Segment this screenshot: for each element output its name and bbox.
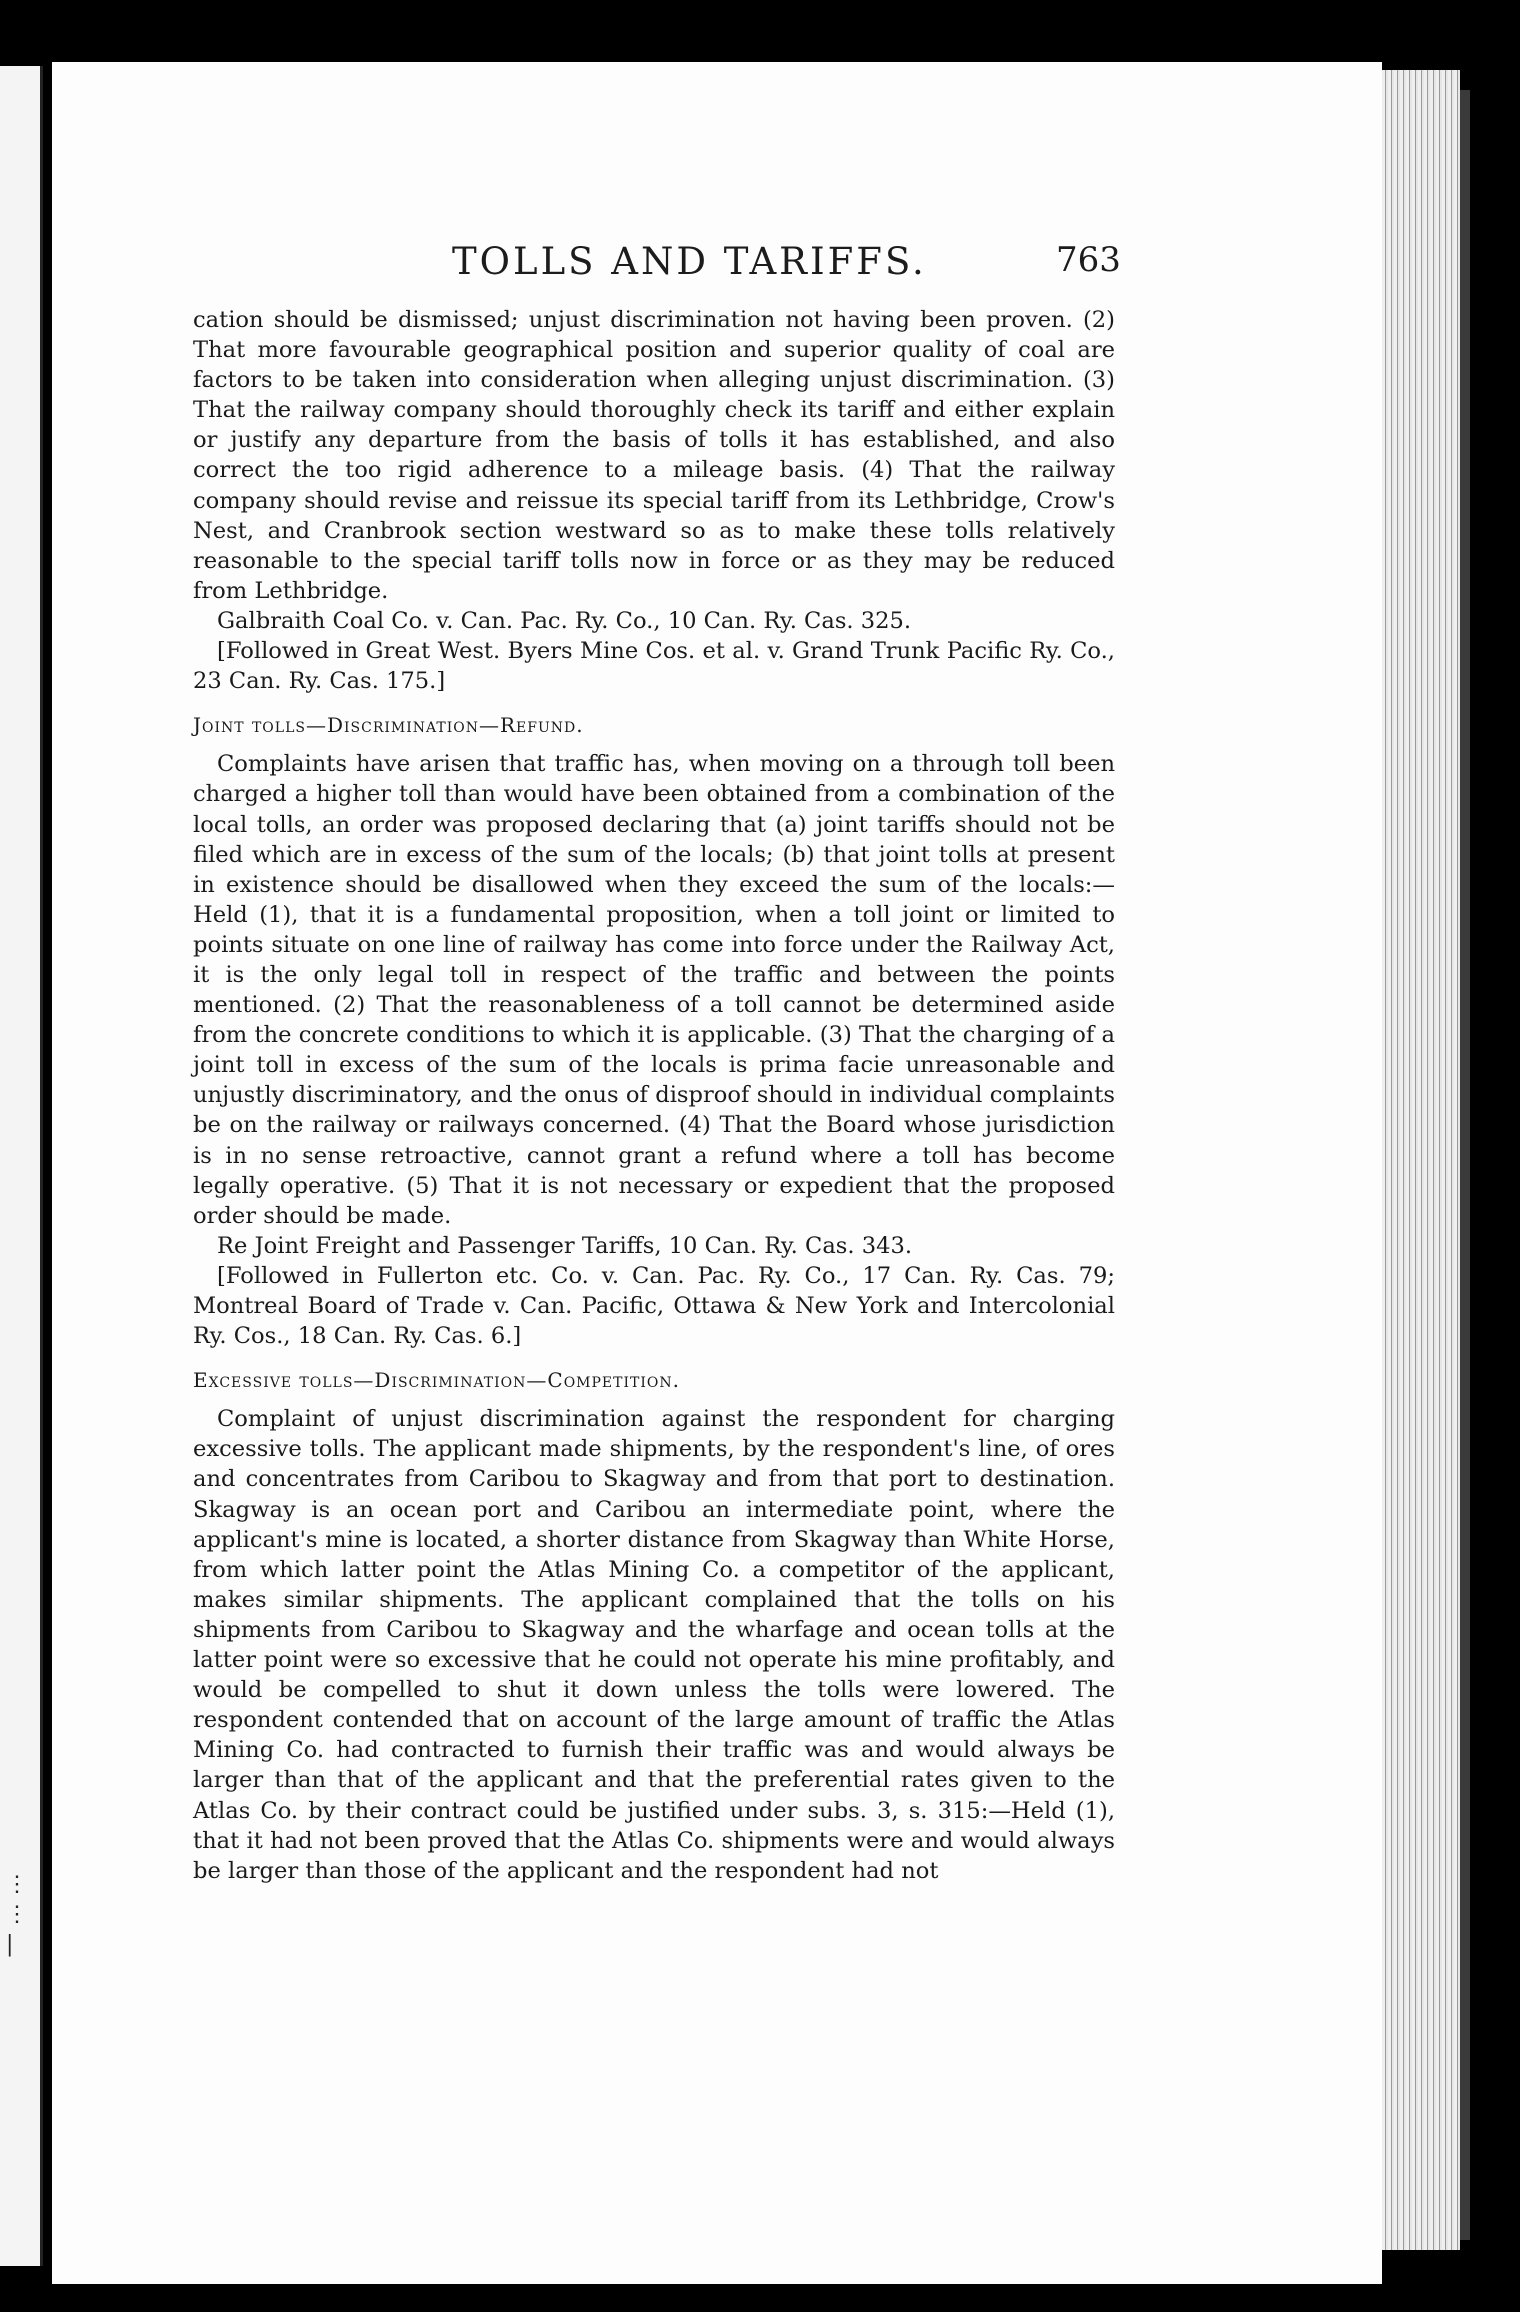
paragraph-3: Complaint of unjust discrimination against the respondent for charging excessive tolls. The applicant made shipments, by the respondent's line, of ores and concentrates from Caribou to Skagway and from that port to destination. Skagway is an ocean port and Caribou an intermediate point, where the applicant's mine is located, a shorter distance from Skagway than White Horse, from which latter point the Atlas Mining Co. a competitor of the applicant, makes similar shipments. The applicant complained that the tolls on his shipments from Caribou to Skagway and the wharfage and ocean tolls at the latter point were so excessive that he could not operate his mine profitably, and would be compelled to shut it down unless the tolls were lowered. The respondent contended that on account of the large amount of traffic the Atlas Mining Co. had contracted to furnish their traffic was and would always be larger than that of the applicant and that the preferential rates given to the Atlas Co. by their contract could be justified under subs. 3, s. 315:—Held (1), that it had not been proved that the Atlas Co. shipments were and would always be larger than those of the applicant and the respondent had not xyxy=(193,1406,1115,1884)
citation-2: Re Joint Freight and Passenger Tariffs, 10 Can. Ry. Cas. 343. xyxy=(217,1232,913,1259)
followed-note-1: [Followed in Great West. Byers Mine Cos. et al. v. Grand Trunk Pacific Ry. Co., 23 Can. Ry. Cas. 175.] xyxy=(193,638,1115,695)
page-edges-shadow xyxy=(1460,90,1470,2240)
citation-1: Galbraith Coal Co. v. Can. Pac. Ry. Co., 10 Can. Ry. Cas. 325. xyxy=(217,607,912,634)
paragraph-2: Complaints have arisen that traffic has, when moving on a through toll been charged a higher toll than would have been obtained from a combination of the local tolls, an order was proposed declaring that (a) joint tariffs should not be filed which are in excess of the sum of the locals; (b) that joint tolls at present in existence should be disallowed when they exceed the sum of the locals:—Held (1), that it is a fundamental proposition, when a toll joint or limited to points situate on one line of railway has come into force under the Railway Act, it is the only legal toll in respect of the traffic and between the points mentioned. (2) That the reasonableness of a toll cannot be determined aside from the concrete conditions to which it is applicable. (3) That the charging of a joint toll in excess of the sum of the locals is prima facie unreasonable and unjustly discriminatory, and the onus of disproof should in individual complaints be on the railway or railways concerned. (4) That the Board whose jurisdiction is in no sense retroactive, cannot grant a refund where a toll has become legally operative. (5) That it is not necessary or expedient that the proposed order should be made. xyxy=(193,751,1115,1229)
page-edges xyxy=(1382,70,1460,2250)
page-number: 763 xyxy=(1056,240,1121,280)
section-heading-joint-tolls-text: Joint tolls—Discrimination—Refund. xyxy=(193,713,584,738)
section-heading-excessive-tolls xyxy=(193,1365,1115,1395)
followed-note-2: [Followed in Fullerton etc. Co. v. Can. Pac. Ry. Co., 17 Can. Ry. Cas. 79; Montreal Board of Trade v. Can. Pacific, Ottawa & New York and Intercolonial Ry. Cos., 18 Can. Ry. Cas. 6.] xyxy=(193,1262,1115,1350)
running-head: TOLLS AND TARIFFS. xyxy=(452,240,927,283)
paragraph-1: cation should be dismissed; unjust discrimination not having been proven. (2) That more favourable geographical position and superior quality of coal are factors to be taken into consideration when alleging unjust discrimination. (3) That the railway company should thoroughly check its tariff and either explain or justify any departure from the basis of tolls it has established, and also correct the too rigid adherence to a mileage basis. (4) That the railway company should revise and reissue its special tariff from its Lethbridge, Crow's Nest, and Cranbrook section westward so as to make these tolls relatively reasonable to the special tariff tolls now in force or as they may be reduced from Lethbridge. xyxy=(193,307,1115,604)
section-heading-excessive-tolls-text: Excessive tolls—Discrimination—Competition. xyxy=(193,1368,680,1393)
section-heading-joint-tolls xyxy=(193,710,1115,740)
text-block xyxy=(193,305,1115,1886)
left-margin-marks: ⋮ ⋮ | xyxy=(6,1872,28,1957)
